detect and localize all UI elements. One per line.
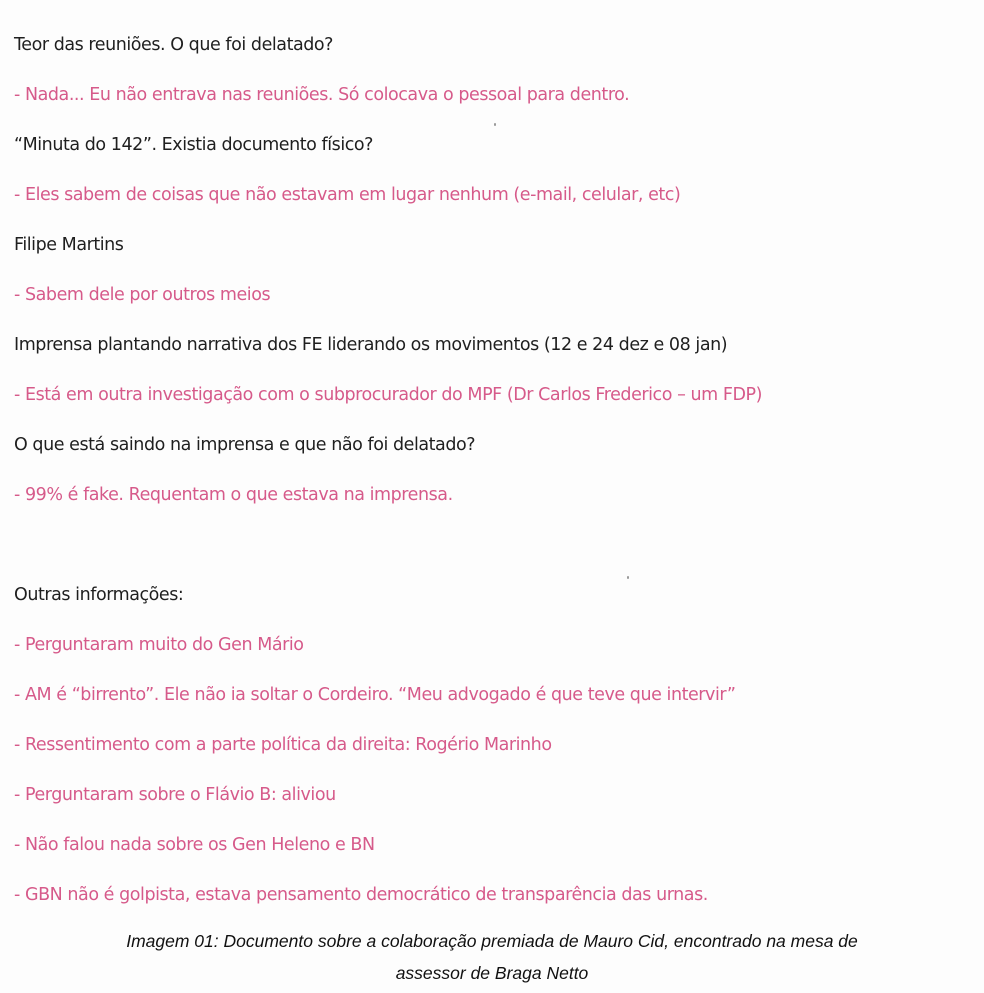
section-heading: Outras informações: <box>14 585 184 605</box>
answer-line: - 99% é fake. Requentam o que estava na imprensa. <box>14 485 453 505</box>
answer-line: - Sabem dele por outros meios <box>14 285 271 305</box>
question-line: Teor das reuniões. O que foi delatado? <box>14 35 334 55</box>
answer-line: - Eles sabem de coisas que não estavam em lugar nenhum (e-mail, celular, etc) <box>14 185 681 205</box>
answer-line: - Está em outra investigação com o subprocurador do MPF (Dr Carlos Frederico – um FDP) <box>14 385 762 405</box>
figure-caption-line-2: assessor de Braga Netto <box>395 963 589 983</box>
question-line: Filipe Martins <box>14 235 124 255</box>
question-line: Imprensa plantando narrativa dos FE liderando os movimentos (12 e 24 dez e 08 jan) <box>14 335 728 355</box>
question-line: O que está saindo na imprensa e que não foi delatado? <box>14 435 476 455</box>
answer-line: - Não falou nada sobre os Gen Heleno e BN <box>14 835 375 855</box>
figure-caption-line-1: Imagem 01: Documento sobre a colaboração premiada de Mauro Cid, encontrado na mesa de <box>126 931 858 951</box>
answer-line: - Nada... Eu não entrava nas reuniões. Só colocava o pessoal para dentro. <box>14 85 630 105</box>
scan-speck <box>494 123 496 126</box>
answer-line: - Perguntaram sobre o Flávio B: aliviou <box>14 785 336 805</box>
answer-line: - GBN não é golpista, estava pensamento democrático de transparência das urnas. <box>14 885 708 905</box>
answer-line: - Ressentimento com a parte política da direita: Rogério Marinho <box>14 735 552 755</box>
answer-line: - Perguntaram muito do Gen Mário <box>14 635 304 655</box>
question-line: “Minuta do 142”. Existia documento físico? <box>14 135 374 155</box>
answer-line: - AM é “birrento”. Ele não ia soltar o Cordeiro. “Meu advogado é que teve que intervir” <box>14 685 736 705</box>
scan-speck <box>627 576 629 579</box>
